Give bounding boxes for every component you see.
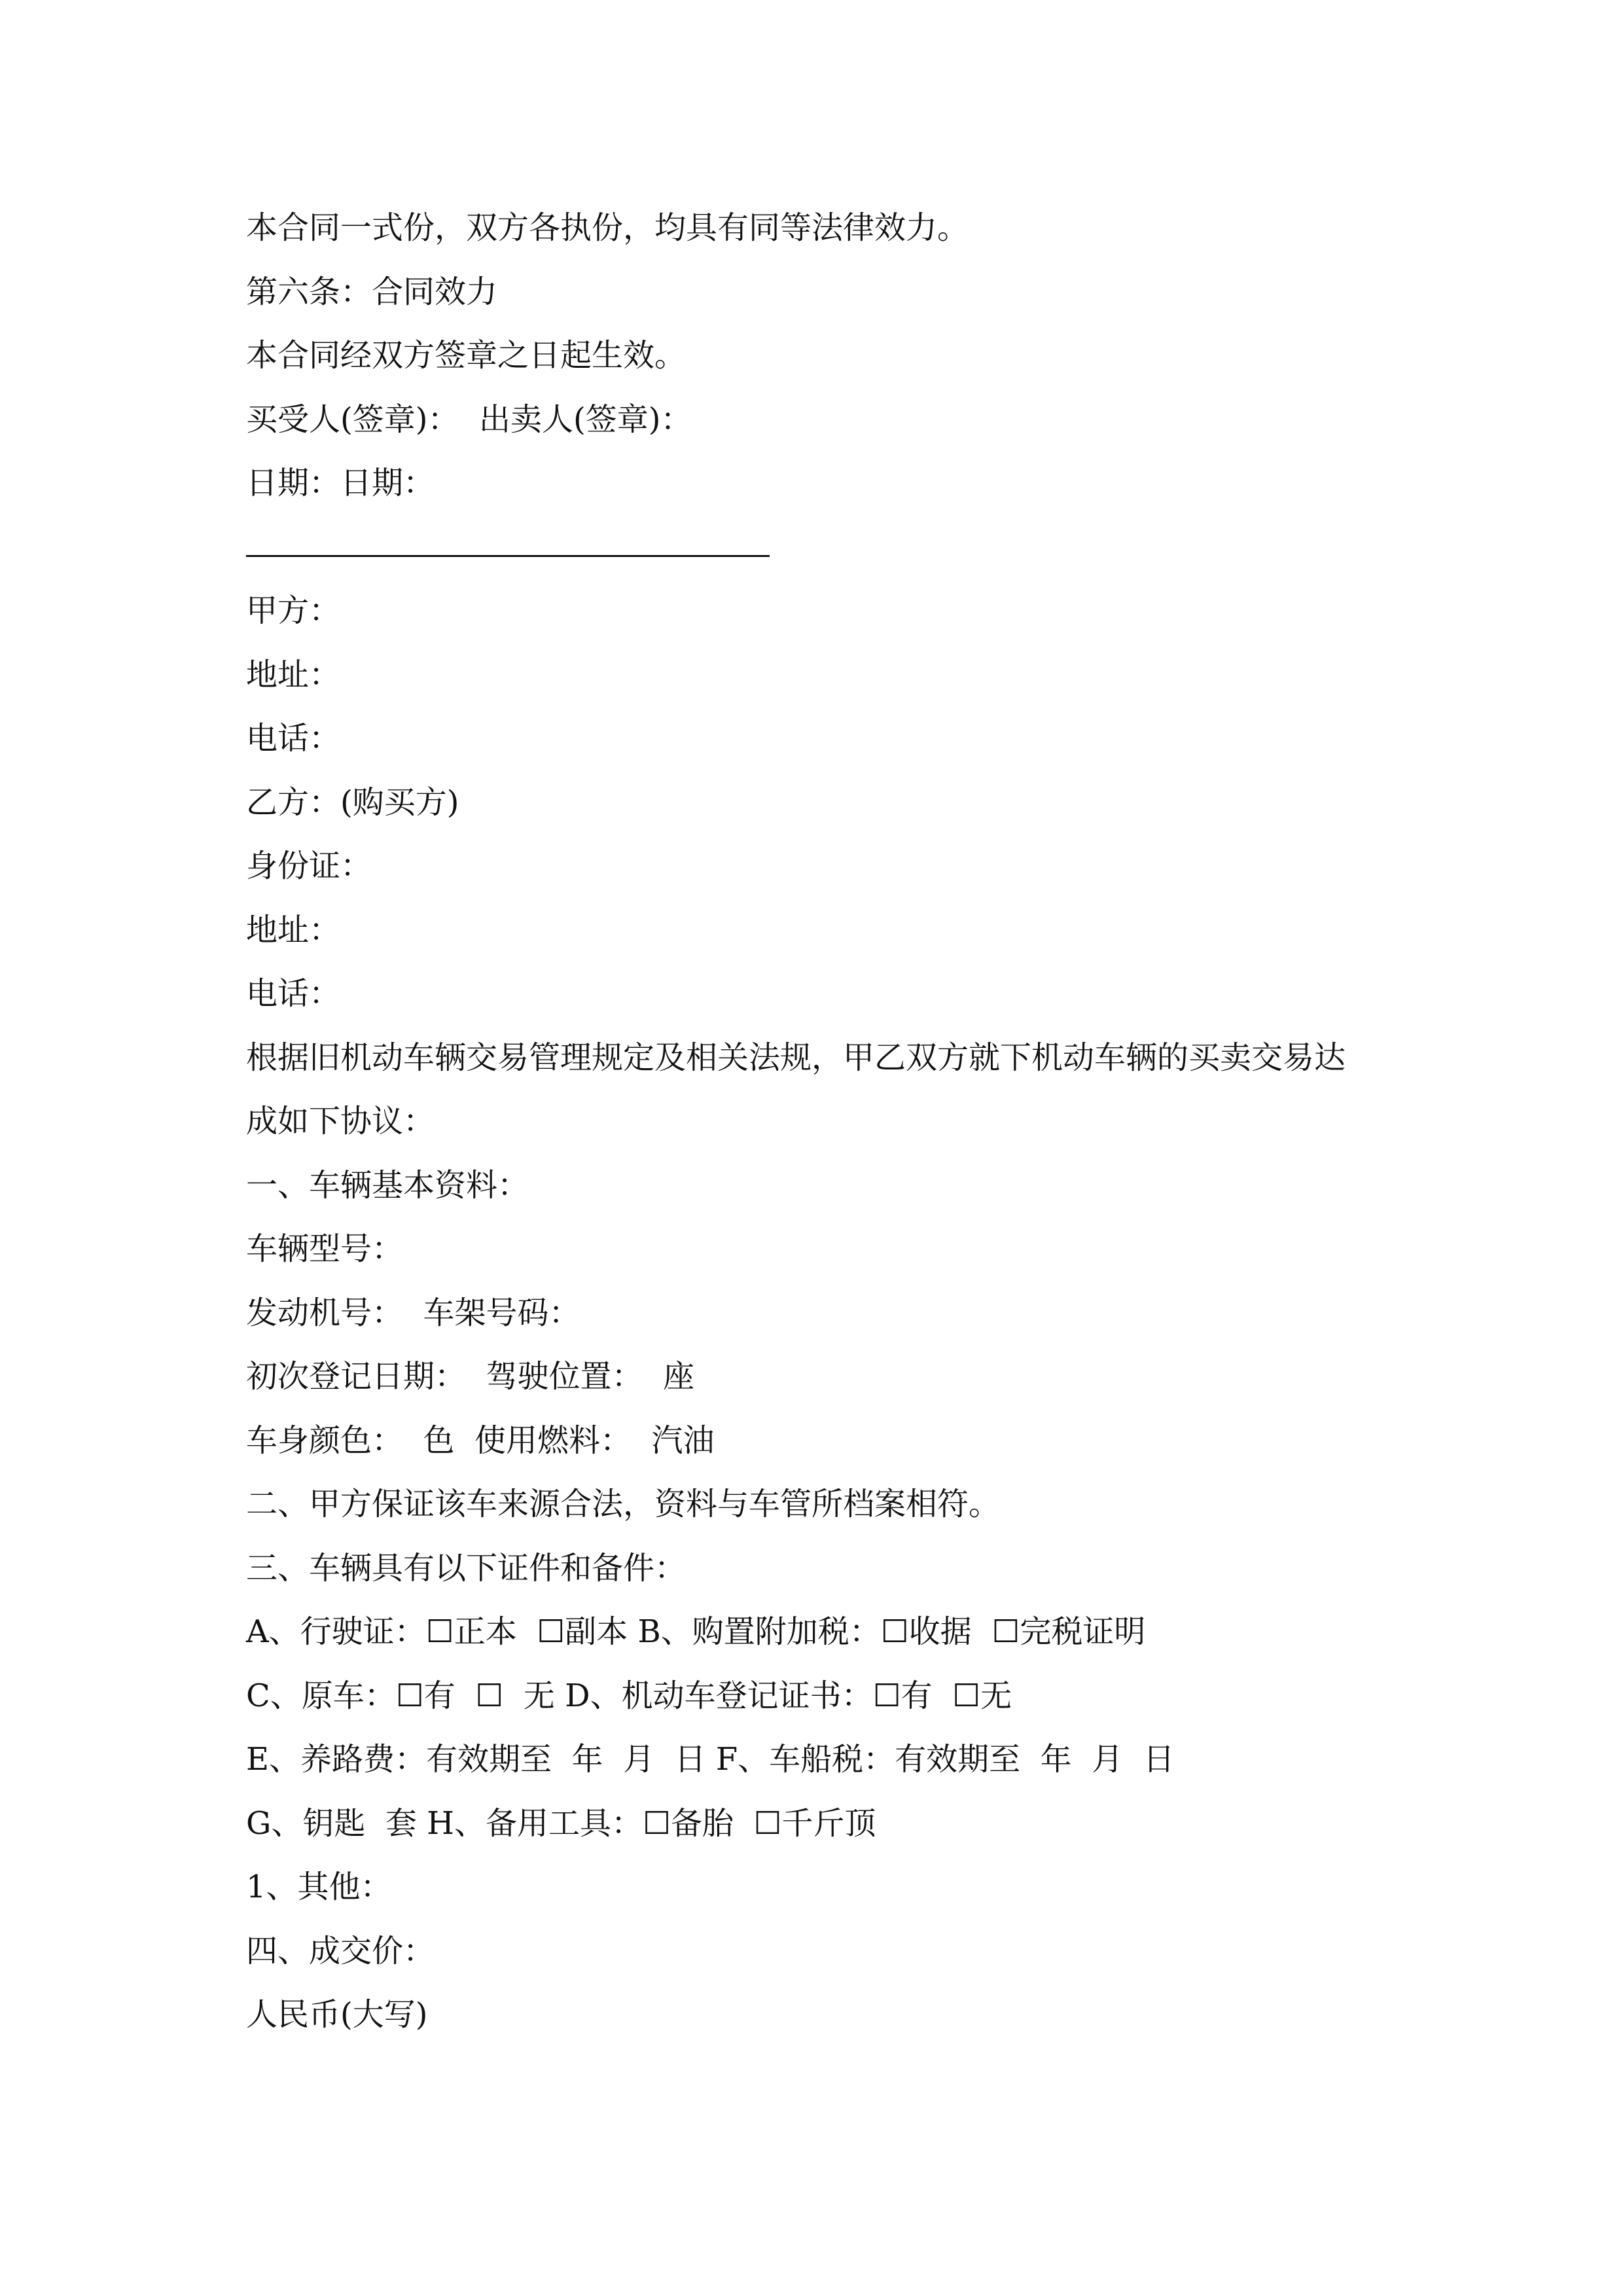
checkbox-line: G、钥匙 套 H、备用工具：☐备胎 ☐千斤顶 bbox=[246, 1804, 876, 1842]
vehicle-model-label: 车辆型号： bbox=[246, 1230, 404, 1267]
text-line: 本合同一式份，双方各执份，均具有同等法律效力。 bbox=[246, 209, 969, 246]
phone-label: 电话： bbox=[246, 720, 341, 757]
other-label: 1、其他： bbox=[246, 1869, 392, 1905]
text-line: 本合同经双方签章之日起生效。 bbox=[246, 337, 687, 374]
engine-frame-label: 发动机号： 车架号码： bbox=[246, 1294, 580, 1331]
checkbox-line: A、行驶证：☐正本 ☐副本 B、购置附加税：☐收据 ☐完税证明 bbox=[246, 1613, 1146, 1650]
text-line: 根据旧机动车辆交易管理规定及相关法规，甲乙双方就下机动车辆的买卖交易达 bbox=[246, 1039, 1346, 1076]
party-b-label: 乙方：(购买方) bbox=[246, 783, 459, 821]
registration-label: 初次登记日期： 驾驶位置： 座 bbox=[246, 1358, 695, 1395]
price-label: 人民币(大写) bbox=[246, 1996, 428, 2033]
phone-label: 电话： bbox=[246, 975, 341, 1012]
address-label: 地址： bbox=[246, 656, 341, 693]
section-heading: 二、甲方保证该车来源合法，资料与车管所档案相符。 bbox=[246, 1486, 1001, 1522]
date-line: 日期：日期： bbox=[246, 465, 435, 501]
signature-line: 买受人(签章)： 出卖人(签章)： bbox=[246, 401, 692, 438]
document-body bbox=[246, 196, 1489, 2047]
section-heading: 第六条：合同效力 bbox=[246, 273, 498, 310]
id-card-label: 身份证： bbox=[246, 848, 372, 884]
party-a-label: 甲方： bbox=[246, 592, 341, 629]
color-fuel-label: 车身颜色： 色 使用燃料： 汽油 bbox=[246, 1422, 715, 1459]
text-line: 成如下协议： bbox=[246, 1103, 435, 1139]
section-heading: 一、车辆基本资料： bbox=[246, 1166, 529, 1204]
separator bbox=[246, 516, 1489, 580]
address-label: 地址： bbox=[246, 911, 341, 948]
section-heading: 三、车辆具有以下证件和备件： bbox=[246, 1549, 687, 1587]
section-heading: 四、成交价： bbox=[246, 1932, 435, 1969]
separator-rule bbox=[246, 555, 770, 557]
checkbox-line: C、原车：☐有 ☐ 无 D、机动车登记证书：☐有 ☐无 bbox=[246, 1677, 1012, 1714]
validity-line: E、养路费：有效期至 年 月 日 F、车船税：有效期至 年 月 日 bbox=[246, 1741, 1175, 1778]
